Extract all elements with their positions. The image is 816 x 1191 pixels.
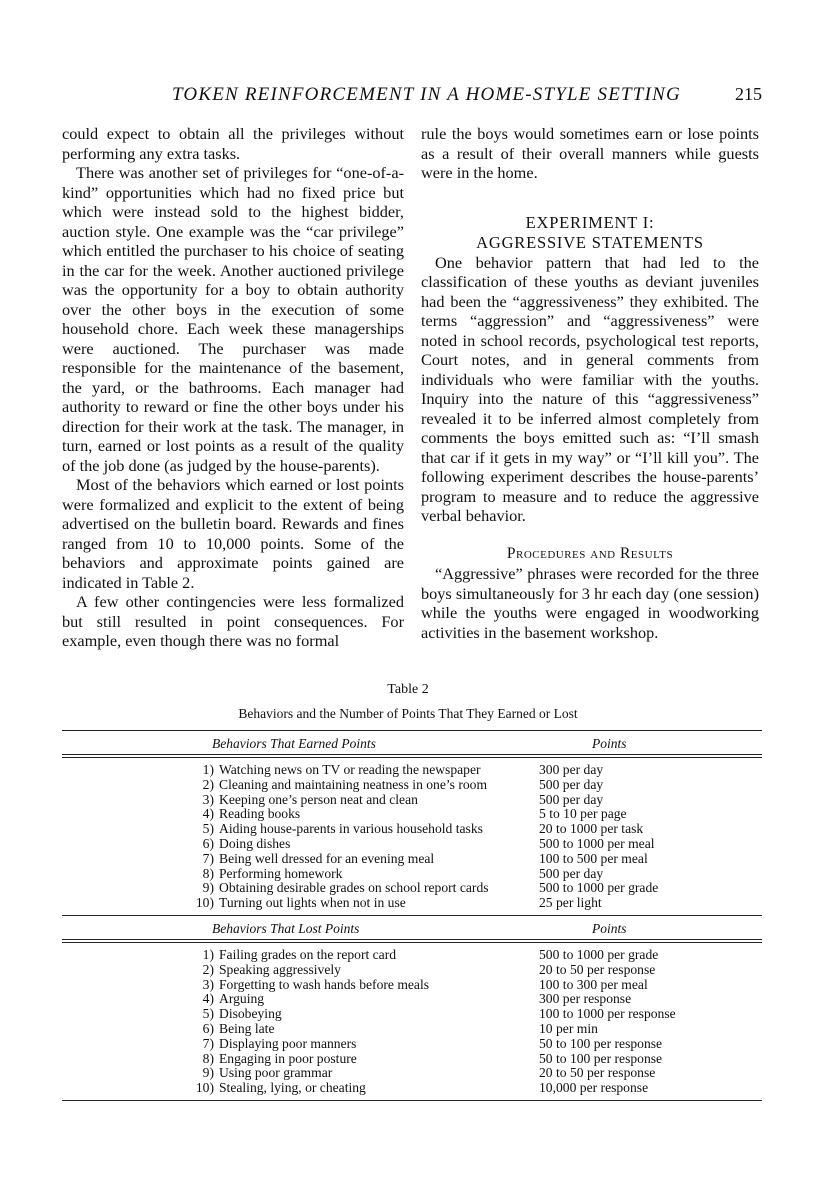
row-number: 5) <box>202 1006 214 1022</box>
points-cell: 500 to 1000 per grade <box>539 880 659 896</box>
row-number: 2) <box>202 961 214 977</box>
behavior-cell: Using poor grammar <box>219 1065 333 1081</box>
table-row <box>62 1052 762 1067</box>
points-cell: 20 to 1000 per task <box>539 821 644 837</box>
page-number: 215 <box>735 84 762 104</box>
row-number: 1) <box>202 762 214 777</box>
table-row <box>62 963 762 978</box>
table-caption: Table 2 <box>387 682 429 697</box>
points-cell: 20 to 50 per response <box>539 961 656 977</box>
section-heading-line: AGGRESSIVE STATEMENTS <box>476 232 704 252</box>
paragraph: could expect to obtain all the privileges without performing any extra tasks. <box>62 124 404 163</box>
column-header-behavior: Behaviors That Lost Points <box>212 920 360 936</box>
behavior-cell: Turning out lights when not in use <box>219 895 406 911</box>
table-row <box>62 793 762 808</box>
points-cell: 500 per day <box>539 776 604 792</box>
points-cell: 20 to 50 per response <box>539 1065 656 1081</box>
behavior-cell: Stealing, lying, or cheating <box>219 1080 366 1096</box>
section-heading-line: EXPERIMENT I: <box>525 212 655 232</box>
table-row <box>62 896 762 911</box>
column-header-points: Points <box>592 736 627 751</box>
row-number: 5) <box>202 821 214 837</box>
behavior-cell: Forgetting to wash hands before meals <box>219 976 430 992</box>
table-body-lost <box>62 943 762 1100</box>
table-row <box>62 852 762 867</box>
row-number: 10) <box>195 1080 214 1096</box>
behavior-cell: Doing dishes <box>219 835 291 851</box>
table-row <box>62 1022 762 1037</box>
column-header-points: Points <box>592 920 627 936</box>
table-row <box>62 948 762 963</box>
points-cell: 300 per response <box>539 991 632 1007</box>
points-cell: 500 to 1000 per meal <box>539 835 655 851</box>
table-row <box>62 822 762 837</box>
points-cell: 100 to 1000 per response <box>539 1006 676 1022</box>
table-row <box>62 881 762 896</box>
behavior-cell: Cleaning and maintaining neatness in one’s room <box>219 776 488 792</box>
table-row <box>62 1066 762 1081</box>
table-row <box>62 1081 762 1096</box>
behavior-cell: Keeping one’s person neat and clean <box>219 791 418 807</box>
row-number: 1) <box>202 946 214 962</box>
row-number: 10) <box>195 895 214 911</box>
behavior-cell: Being late <box>219 1020 275 1036</box>
right-column <box>421 124 759 642</box>
points-cell: 500 to 1000 per grade <box>539 946 659 962</box>
row-number: 4) <box>202 806 214 822</box>
behavior-cell: Obtaining desirable grades on school report cards <box>219 880 489 896</box>
section-heading <box>421 213 759 253</box>
paragraph: Most of the behaviors which earned or lost points were formalized and explicit to the extent of being advertised on the bulletin board. Rewards and fines ranged from 10 to 10,000 points. Some of the behaviors and approximate points gained are indicated in Table 2. <box>62 475 404 592</box>
table-row <box>62 867 762 882</box>
points-cell: 500 per day <box>539 791 604 807</box>
paragraph: A few other contingencies were less formalized but still resulted in point consequences. For example, even though there was no formal <box>62 592 404 650</box>
paragraph: rule the boys would sometimes earn or lose points as a result of their overall manners while guests were in the home. <box>421 124 759 182</box>
table-row <box>62 837 762 852</box>
row-number: 9) <box>202 880 214 896</box>
behavior-cell: Disobeying <box>219 1006 282 1022</box>
table-row <box>62 807 762 822</box>
row-number: 9) <box>202 1065 214 1081</box>
table-row <box>62 763 762 778</box>
points-cell: 5 to 10 per page <box>539 806 627 822</box>
table-header-earned <box>62 731 762 754</box>
behavior-cell: Arguing <box>219 991 265 1007</box>
row-number: 6) <box>202 835 214 851</box>
paragraph: “Aggressive” phrases were recorded for the three boys simultaneously for 3 hr each day (one session) while the youths were engaged in woodworking activities in the basement workshop. <box>421 564 759 642</box>
behavior-cell: Engaging in poor posture <box>219 1050 357 1066</box>
paragraph: One behavior pattern that had led to the classification of these youths as deviant juveniles had been the “aggressiveness” they exhibited. The terms “aggression” and “aggressiveness” were noted in school records, psychological test reports, Court notes, and in general comments from individuals who were familiar with the youths. Inquiry into the nature of this “aggressiveness” revealed it to be inferred almost completely from comments the boys emitted such as: “I’ll smash that car if it gets in my way” or “I’ll kill you”. The following experiment describes the house-parents’ program to measure and to reduce the aggressive verbal behavior. <box>421 252 759 525</box>
table-header-lost <box>62 916 762 939</box>
column-header-behavior: Behaviors That Earned Points <box>212 736 376 751</box>
points-cell: 100 to 300 per meal <box>539 976 648 992</box>
row-number: 3) <box>202 976 214 992</box>
behavior-cell: Displaying poor manners <box>219 1035 357 1051</box>
behavior-cell: Being well dressed for an evening meal <box>219 850 435 866</box>
table-row <box>62 778 762 793</box>
behavior-cell: Watching news on TV or reading the newspaper <box>219 762 481 777</box>
points-cell: 10 per min <box>539 1020 598 1036</box>
row-number: 6) <box>202 1020 214 1036</box>
points-cell: 10,000 per response <box>539 1080 649 1096</box>
table-body-earned <box>62 758 762 915</box>
row-number: 8) <box>202 865 214 881</box>
running-title: TOKEN REINFORCEMENT IN A HOME-STYLE SETTING <box>172 84 681 105</box>
left-column <box>62 124 404 651</box>
table-row <box>62 992 762 1007</box>
points-cell: 50 to 100 per response <box>539 1035 663 1051</box>
row-number: 2) <box>202 776 214 792</box>
paragraph: There was another set of privileges for “one-of-a-kind” opportunities which had no fixed price but which were instead sold to the highest bidder, auction style. One example was the “car privilege” which entitled the purchaser to his choice of seating in the car for the week. Another auctioned privilege was the opportunity for a boy to obtain authority over the other boys in the execution of some household chore. Each week these managerships were auctioned. The purchaser was made responsible for the maintenance of the basement, the yard, or the bathrooms. Each manager had authority to reward or fine the other boys under his direction for their work at the task. The manager, in turn, earned or lost points as a result of the quality of the job done (as judged by the house-parents). <box>62 163 404 475</box>
points-cell: 100 to 500 per meal <box>539 850 648 866</box>
points-cell: 25 per light <box>539 895 602 911</box>
table-row <box>62 1007 762 1022</box>
points-cell: 500 per day <box>539 865 604 881</box>
points-table <box>62 730 762 1101</box>
table-rule <box>62 1100 762 1101</box>
row-number: 7) <box>202 850 214 866</box>
table-row <box>62 1037 762 1052</box>
points-cell: 300 per day <box>539 762 604 777</box>
row-number: 4) <box>202 991 214 1007</box>
behavior-cell: Failing grades on the report card <box>219 946 397 962</box>
row-number: 8) <box>202 1050 214 1066</box>
row-number: 3) <box>202 791 214 807</box>
table-row <box>62 978 762 993</box>
row-number: 7) <box>202 1035 214 1051</box>
table-title: Behaviors and the Number of Points That They Earned or Lost <box>238 706 578 721</box>
page-header <box>62 84 762 110</box>
behavior-cell: Speaking aggressively <box>219 961 341 977</box>
behavior-cell: Aiding house-parents in various household tasks <box>219 821 483 837</box>
subsection-heading: Procedures and Results <box>506 544 674 562</box>
points-cell: 50 to 100 per response <box>539 1050 663 1066</box>
behavior-cell: Performing homework <box>219 865 343 881</box>
behavior-cell: Reading books <box>219 806 301 822</box>
